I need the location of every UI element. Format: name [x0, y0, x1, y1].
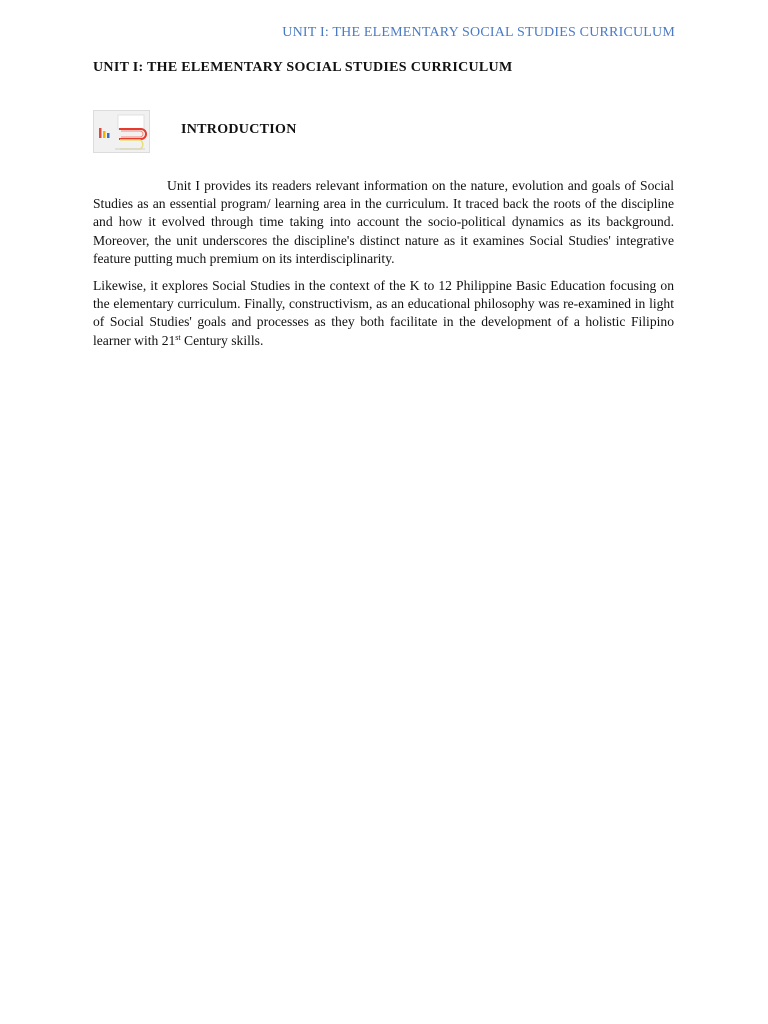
running-header: UNIT I: THE ELEMENTARY SOCIAL STUDIES CURRICULUM: [282, 25, 675, 40]
paragraph-2-ending: Century skills.: [180, 332, 264, 348]
books-icon: [93, 110, 150, 153]
unit-title: UNIT I: THE ELEMENTARY SOCIAL STUDIES CURRICULUM: [93, 60, 513, 75]
introduction-heading: INTRODUCTION: [181, 122, 297, 137]
ordinal-suffix: st: [175, 332, 181, 342]
paragraph-2: [93, 277, 674, 350]
paragraph-2-text: Likewise, it explores Social Studies in the context of the K to 12 Philippine Basic Education focusing on the elementary curriculum. Finally, constructivism, as an educational philosophy was re-examined in light of Social Studies' goals and processes as they both facilitate in the development of a holistic Filipino learner with 21: [93, 278, 674, 348]
paragraph-1: Unit I provides its readers relevant information on the nature, evolution and goals of Social Studies as an essential program/ learning area in the curriculum. It traced back the roots of the discipline and how it evolved through time taking into account the socio-political dynamics as its background. Moreover, the unit underscores the discipline's distinct nature as it examines Social Studies' integrative feature putting much premium on its interdisciplinarity.: [93, 178, 674, 266]
introduction-body: [93, 177, 674, 359]
